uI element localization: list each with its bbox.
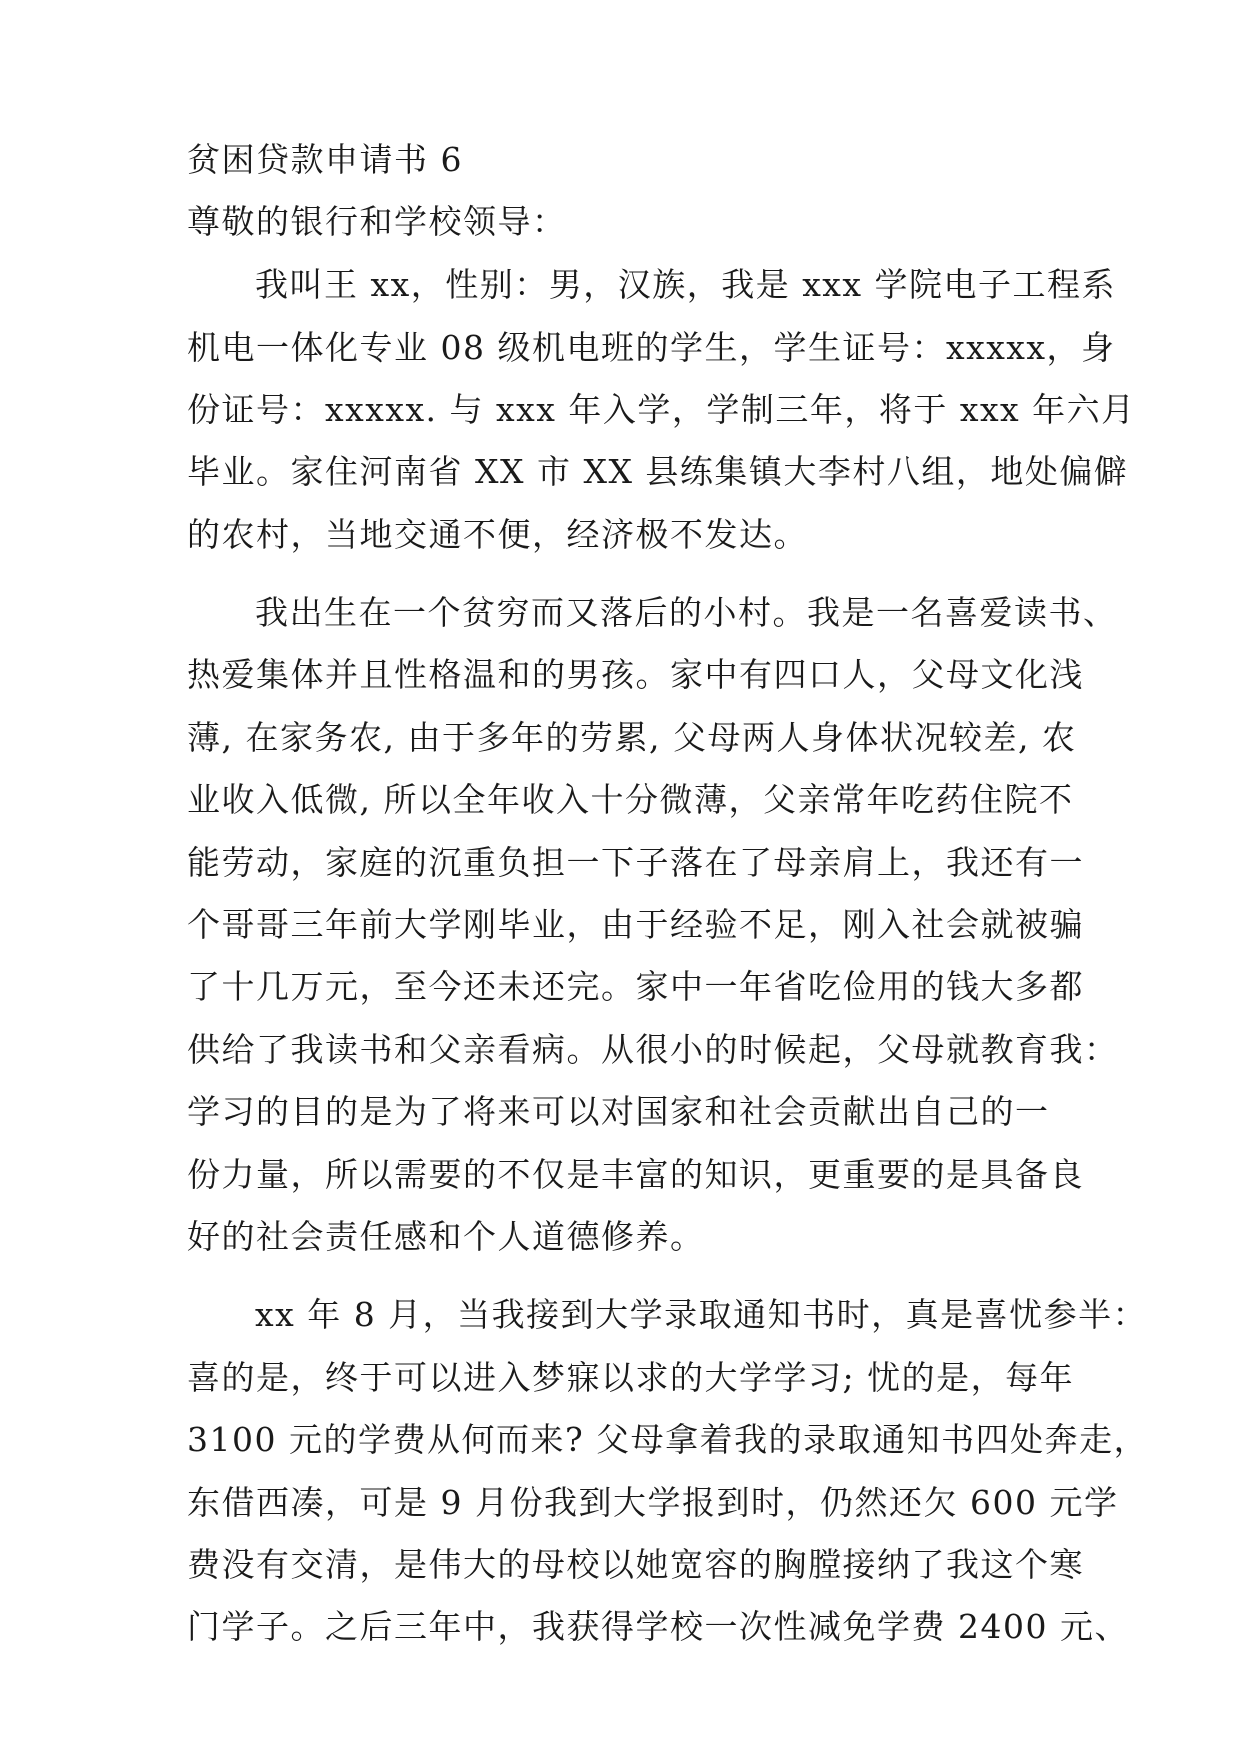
document-title: 贫困贷款申请书 6 [187, 140, 463, 179]
paragraph-line: 费没有交清，是伟大的母校以她宽容的胸膛接纳了我这个寒 [187, 1545, 1084, 1584]
paragraph-line: xx 年 8 月，当我接到大学录取通知书时，真是喜忧参半： [255, 1295, 1148, 1334]
paragraph-line: 东借西凑，可是 9 月份我到大学报到时，仍然还欠 600 元学 [187, 1483, 1119, 1522]
paragraph-line: 热爱集体并且性格温和的男孩。家中有四口人，父母文化浅 [187, 655, 1084, 694]
paragraph-line: 薄, 在家务农, 由于多年的劳累, 父母两人身体状况较差, 农 [187, 718, 1077, 757]
paragraph-line: 份证号：xxxxx. 与 xxx 年入学，学制三年，将于 xxx 年六月 [187, 390, 1136, 429]
paragraph-line: 能劳动，家庭的沉重负担一下子落在了母亲肩上，我还有一 [187, 843, 1084, 882]
paragraph-line: 学习的目的是为了将来可以对国家和社会贡献出自己的一 [187, 1092, 1050, 1131]
paragraph-line: 机电一体化专业 08 级机电班的学生，学生证号：xxxxx，身 [187, 328, 1116, 367]
paragraph-line: 毕业。家住河南省 XX 市 XX 县练集镇大李村八组，地处偏僻 [187, 452, 1129, 491]
salutation: 尊敬的银行和学校领导： [187, 202, 567, 241]
paragraph-line: 我出生在一个贫穷而又落后的小村。我是一名喜爱读书、 [255, 593, 1118, 632]
paragraph-line: 喜的是，终于可以进入梦寐以求的大学学习; 忧的是，每年 [187, 1358, 1075, 1397]
paragraph-line: 的农村，当地交通不便，经济极不发达。 [187, 515, 808, 554]
paragraph-line: 个哥哥三年前大学刚毕业，由于经验不足，刚入社会就被骗 [187, 905, 1084, 944]
paragraph-line: 份力量，所以需要的不仅是丰富的知识，更重要的是具备良 [187, 1155, 1084, 1194]
paragraph-line: 了十几万元，至今还未还完。家中一年省吃俭用的钱大多都 [187, 967, 1084, 1006]
paragraph-line: 业收入低微, 所以全年收入十分微薄，父亲常年吃药住院不 [187, 780, 1074, 819]
paragraph-line: 好的社会责任感和个人道德修养。 [187, 1217, 705, 1256]
paragraph-line: 3100 元的学费从何而来? 父母拿着我的录取通知书四处奔走， [187, 1420, 1149, 1459]
paragraph-line: 我叫王 xx，性别：男，汉族，我是 xxx 学院电子工程系 [255, 265, 1117, 304]
paragraph-line: 供给了我读书和父亲看病。从很小的时候起，父母就教育我： [187, 1030, 1119, 1069]
paragraph-line: 门学子。之后三年中，我获得学校一次性减免学费 2400 元、 [187, 1607, 1129, 1646]
